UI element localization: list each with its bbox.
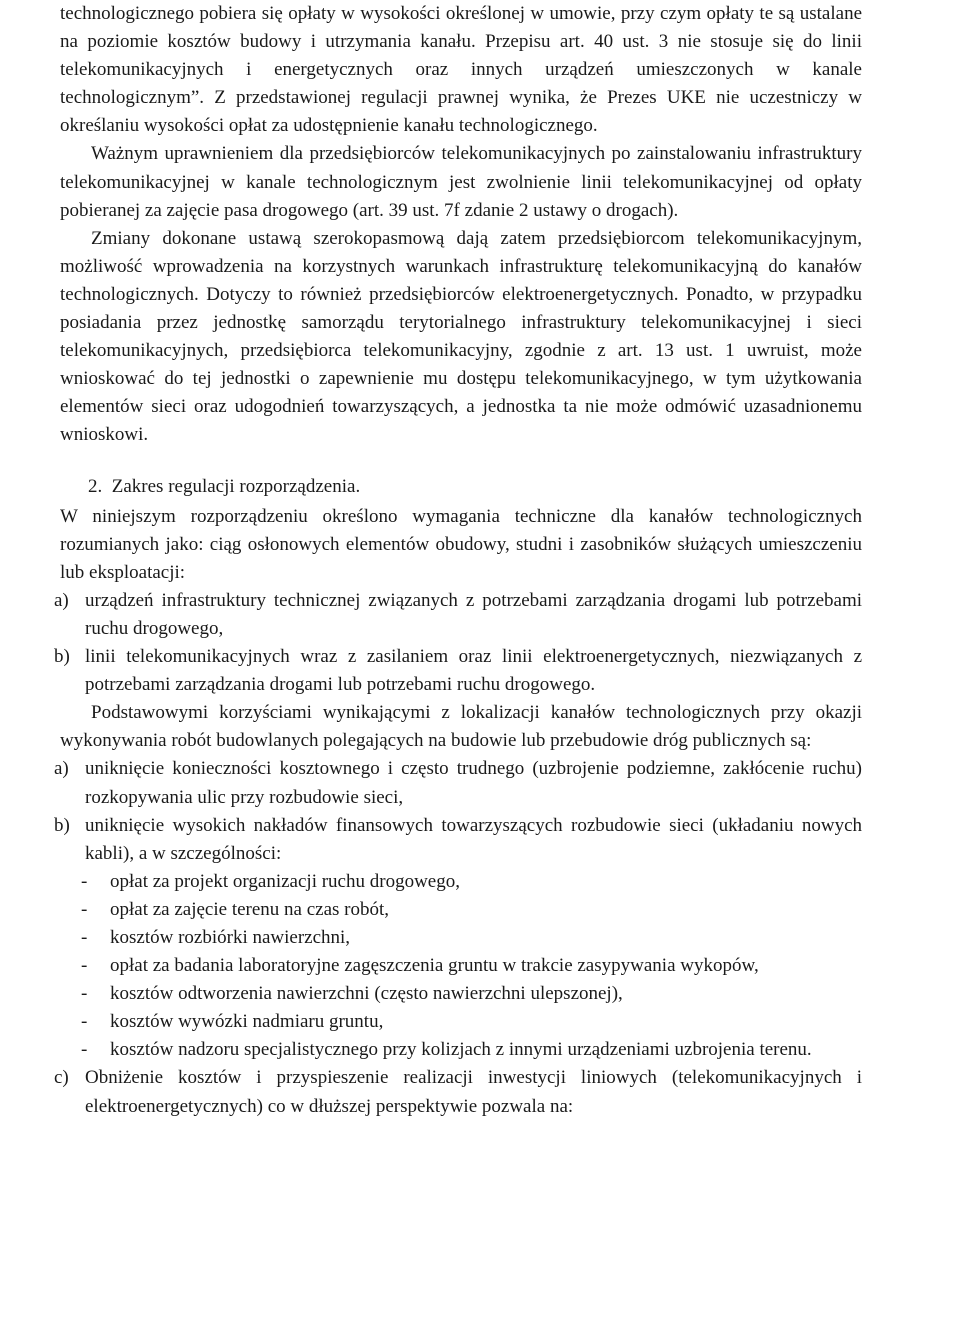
- dash-marker: -: [81, 955, 88, 977]
- list-item-text: linii telekomunikacyjnych wraz z zasilaniem oraz linii elektroenergetycznych, niezwiązanych z potrzebami zarządzania drogami lub potrzebami ruchu drogowego.: [85, 646, 862, 696]
- dash-item-text: kosztów wywózki nadmiaru gruntu,: [110, 1011, 384, 1033]
- dash-list-item: [60, 868, 862, 896]
- dash-list-item: [60, 924, 862, 952]
- dash-marker: -: [81, 983, 88, 1005]
- paragraph-continuation: technologicznego pobiera się opłaty w wysokości określonej w umowie, przy czym opłaty te są ustalane na poziomie kosztów budowy i utrzymania kanału. Przepisu art. 40 ust. 3 nie stosuje się do linii telekomunikacyjnych i energetycznych oraz innych urządzeń umieszczonych w kanale technologicznym”. Z przedstawionej regulacji prawnej wynika, że Prezes UKE nie uczestniczy w określaniu wysokości opłat za udostępnienie kanału technologicznego.: [60, 3, 862, 137]
- dash-list-item: [60, 1008, 862, 1036]
- paragraph-benefits: Podstawowymi korzyściami wynikającymi z lokalizacji kanałów technologicznych przy okazji wykonywania robót budowlanych polegających na budowie lub przebudowie dróg publicznych są:: [60, 702, 862, 752]
- dash-item-text: kosztów odtworzenia nawierzchni (często nawierzchni ulepszonej),: [110, 983, 623, 1005]
- list-marker: b): [54, 646, 70, 668]
- dash-marker: -: [81, 870, 88, 892]
- dash-list-item: [60, 980, 862, 1008]
- dash-item-text: kosztów rozbiórki nawierzchni,: [110, 927, 351, 948]
- dash-list-item: [60, 1036, 862, 1064]
- dash-list-item: [60, 896, 862, 924]
- list-item: [54, 755, 862, 811]
- list-item-text: uniknięcie wysokich nakładów finansowych towarzyszących rozbudowie sieci (układaniu nowych kabli), a w szczególności:: [85, 814, 862, 864]
- list-item: [54, 1064, 862, 1120]
- dash-marker: -: [81, 898, 88, 920]
- list-item-text: uniknięcie konieczności kosztownego i często trudnego (uzbrojenie podziemne, zakłócenie ruchu) rozkopywania ulic przy rozbudowie sieci,: [85, 758, 862, 808]
- dash-list-item: [60, 952, 862, 980]
- paragraph-telecom-exemption: Ważnym uprawnieniem dla przedsiębiorców telekomunikacyjnych po zainstalowaniu infrastruktury telekomunikacyjnej w kanale technologicznym jest zwolnienie linii telekomunikacyjnej od opłaty pobieranej za zajęcie pasa drogowego (art. 39 ust. 7f zdanie 2 ustawy o drogach).: [60, 143, 862, 221]
- dash-item-text: kosztów nadzoru specjalistycznego przy kolizjach z innymi urządzeniami uzbrojenia terenu.: [110, 1039, 812, 1061]
- list-marker: b): [54, 814, 70, 836]
- list-item: [54, 643, 862, 699]
- section-heading: 2. Zakres regulacji rozporządzenia.: [88, 475, 361, 497]
- dash-marker: -: [81, 1011, 88, 1033]
- list-marker: c): [54, 1067, 69, 1089]
- list-item-text: Obniżenie kosztów i przyspieszenie realizacji inwestycji liniowych (telekomunikacyjnych i elektroenergetycznych) co w dłuższej perspektywie pozwala na:: [85, 1067, 862, 1117]
- list-marker: a): [54, 589, 69, 611]
- dash-item-text: opłat za projekt organizacji ruchu drogowego,: [110, 870, 460, 892]
- dash-item-text: opłat za badania laboratoryjne zagęszczenia gruntu w trakcie zasypywania wykopów,: [110, 955, 759, 977]
- list-marker: a): [54, 758, 69, 780]
- list-item-text: urządzeń infrastruktury technicznej związanych z potrzebami zarządzania drogami lub potrzebami ruchu drogowego,: [85, 589, 862, 639]
- dash-marker: -: [81, 927, 88, 948]
- paragraph-broadband-changes: Zmiany dokonane ustawą szerokopasmową dają zatem przedsiębiorcom telekomunikacyjnym, możliwość wprowadzenia na korzystnych warunkach infrastrukturę telekomunikacyjną do kanałów technologicznych. Dotyczy to również przedsiębiorców elektroenergetycznych. Ponadto, w przypadku posiadania przez jednostkę samorządu terytorialnego infrastruktury telekomunikacyjnej i sieci telekomunikacyjnych, przedsiębiorca telekomunikacyjny, zgodnie z art. 13 ust. 1 uwruist, może wnioskować do tej jednostki o zapewnienie mu dostępu telekomunikacyjnego, w tym użytkowania elementów sieci oraz udogodnień towarzyszących, a jednostka ta nie może odmówić uzasadnionemu wnioskowi.: [60, 227, 862, 446]
- dash-marker: -: [81, 1039, 88, 1061]
- dash-item-text: opłat za zajęcie terenu na czas robót,: [110, 898, 390, 920]
- list-item: [54, 587, 862, 643]
- list-item: [54, 812, 862, 868]
- paragraph-regulation-scope: W niniejszym rozporządzeniu określono wymagania techniczne dla kanałów technologicznych rozumianych jako: ciąg osłonowych elementów obudowy, studni i zasobników służących umieszczeniu lub eksploatacji:: [60, 505, 862, 583]
